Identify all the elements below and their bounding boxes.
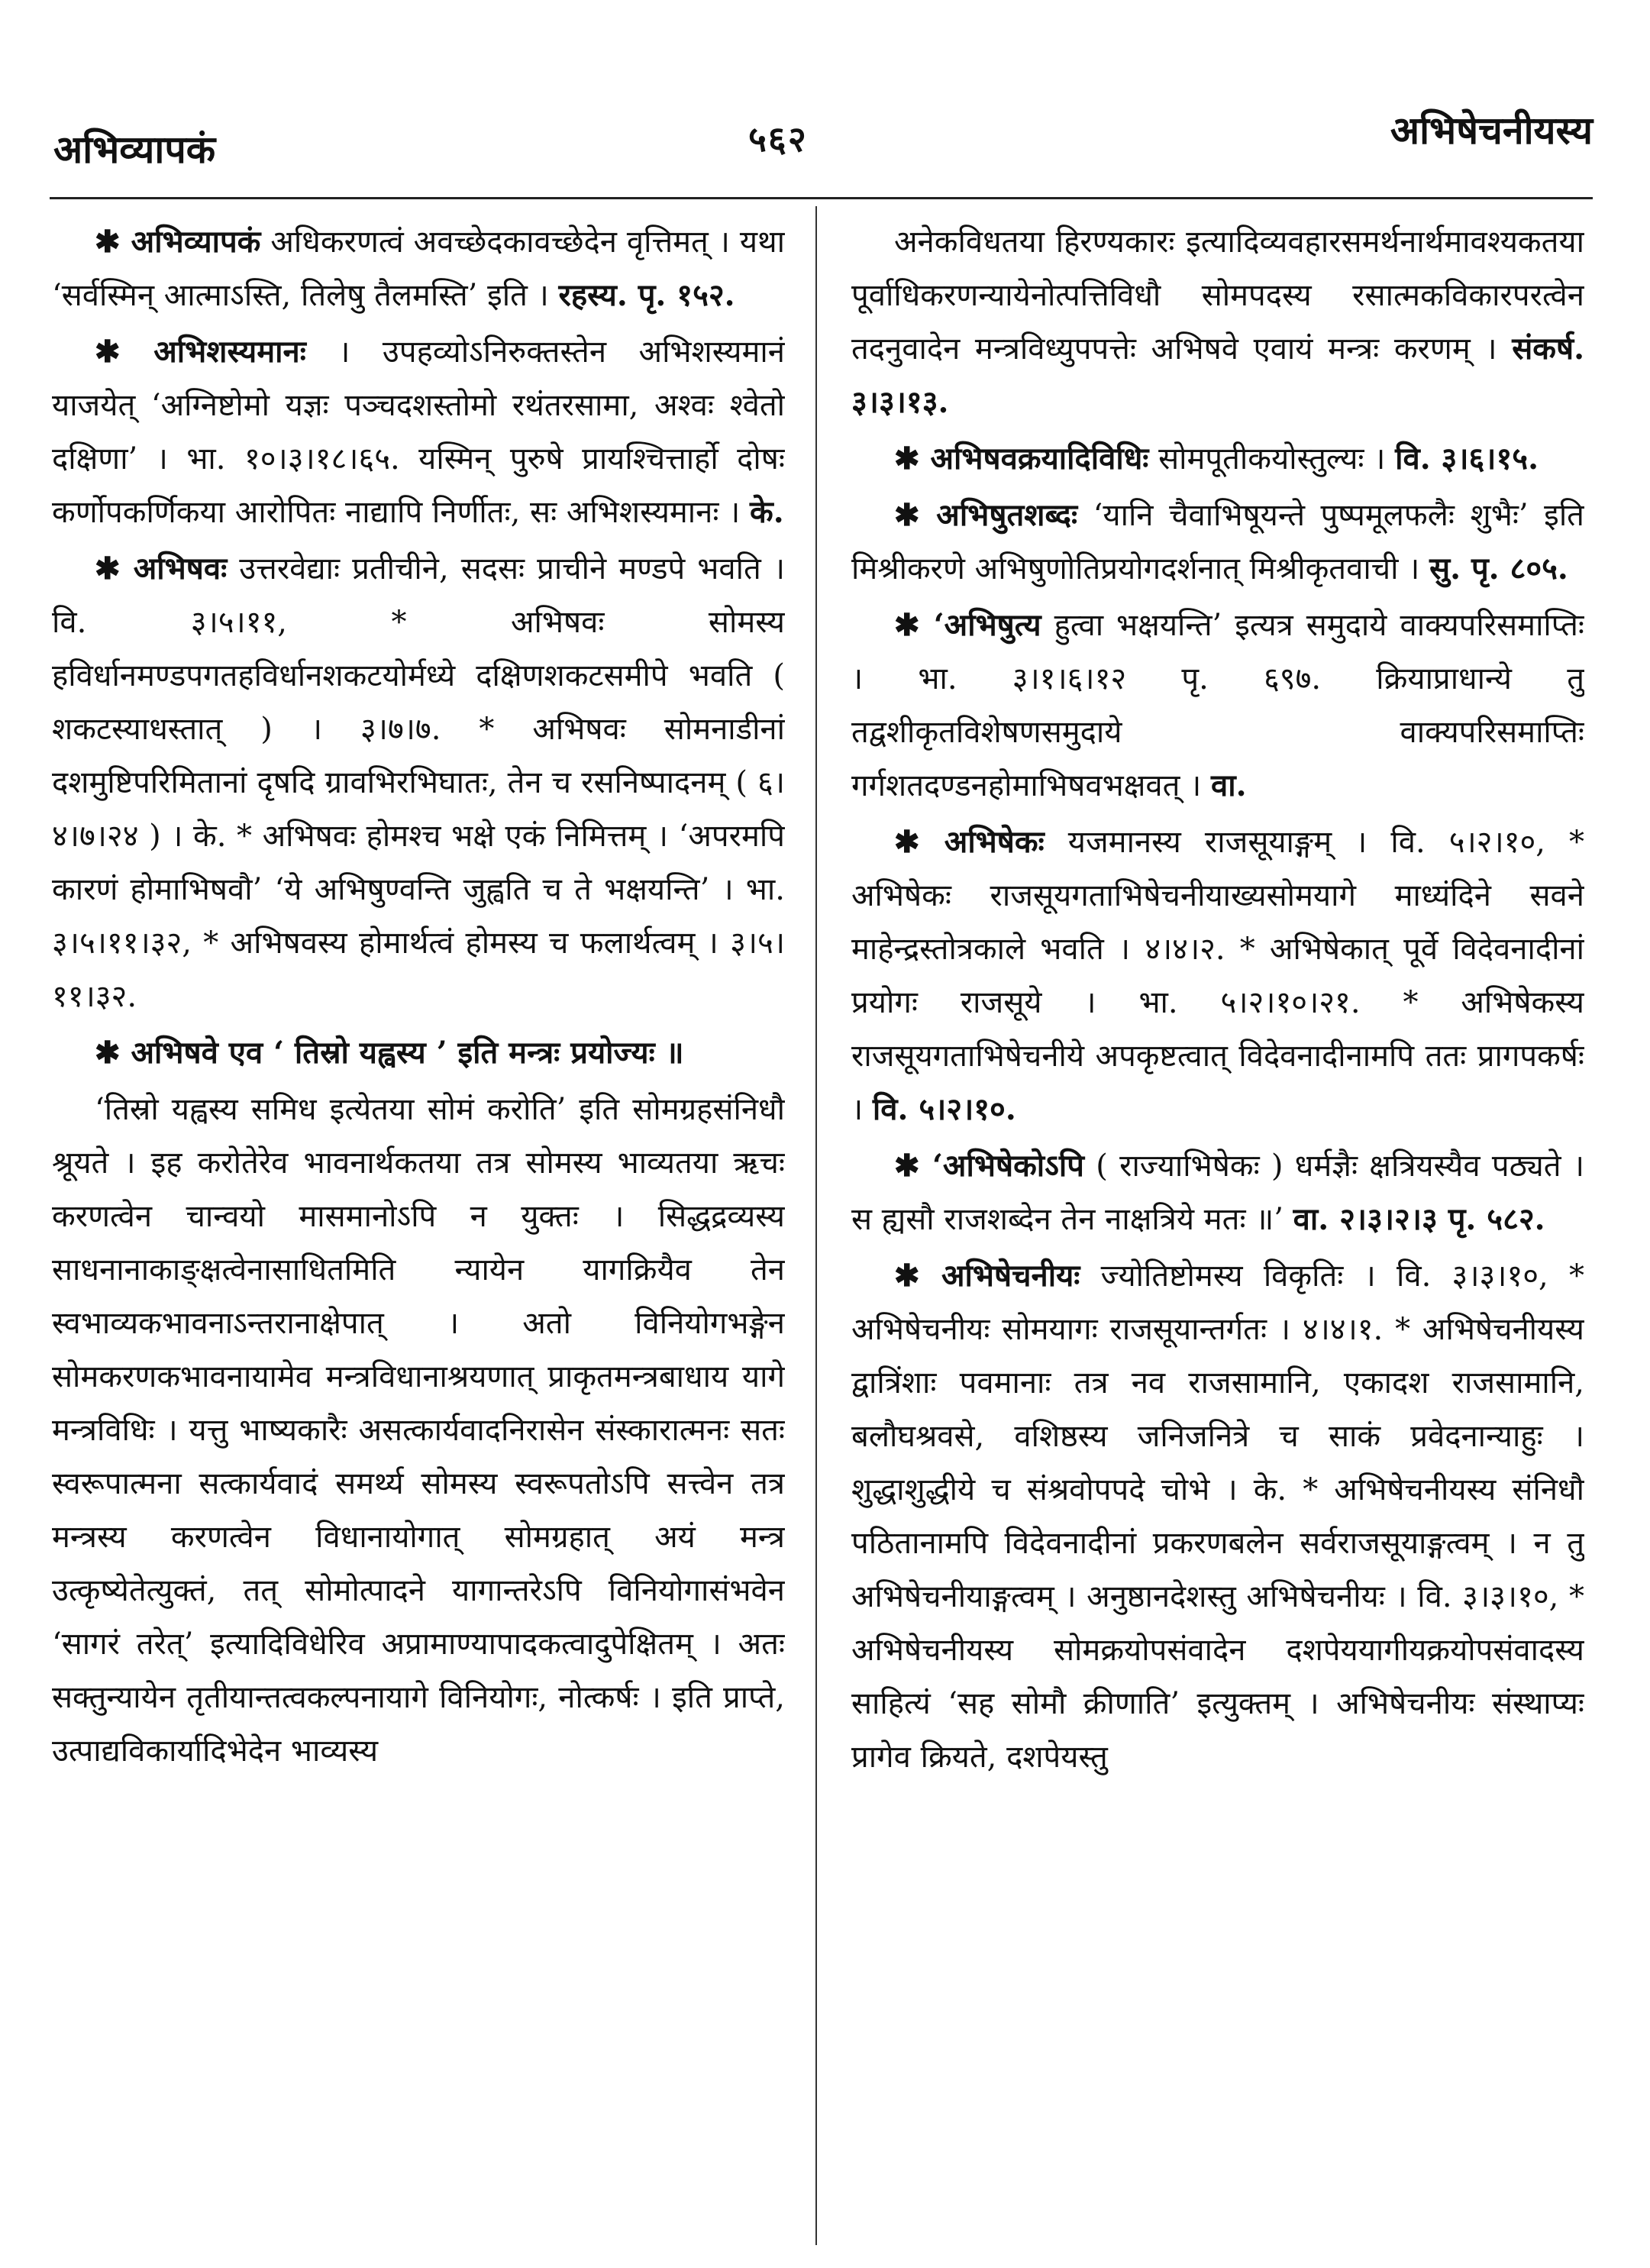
entry-citation: संकर्ष. ३।३।१३. [851, 331, 1584, 420]
entry-citation: वा. [1211, 767, 1247, 803]
entry-body: सोमपूतीकयोस्तुल्यः । [1158, 441, 1386, 477]
entry-marker-icon: ✱ [894, 1148, 932, 1184]
entry-headword: ‘अभिषेकोऽपि [932, 1148, 1084, 1184]
entry-citation: रहस्य. पृ. १५२. [558, 277, 735, 313]
column-divider [815, 206, 817, 2245]
dictionary-entry [851, 489, 1584, 596]
entry-headword: अभिषवः [133, 551, 228, 586]
entry-marker-icon: ✱ [894, 824, 944, 860]
entry-citation: वा. २।३।२।३ पृ. ५८२. [1293, 1201, 1545, 1237]
dictionary-entry [52, 215, 785, 322]
entry-headword: अभिषवे एव ‘ तिस्रो यह्वस्य ’ इति मन्त्रः प्रयोज्यः ॥ [131, 1035, 684, 1071]
entry-headword: ‘अभिषुत्य [933, 607, 1041, 643]
page-number: ५६२ [748, 118, 808, 160]
entry-headword: अभिषेकः [944, 824, 1045, 860]
entry-headword: अभिशस्यमानः [153, 334, 306, 370]
entry-citation: के. [750, 494, 784, 530]
entry-headword: अभिषवक्रयादिविधिः [930, 441, 1149, 477]
dictionary-entry [851, 599, 1584, 813]
entry-marker-icon: ✱ [894, 1258, 941, 1294]
dictionary-entry [851, 215, 1584, 429]
dictionary-entry [52, 325, 785, 539]
entry-marker-icon: ✱ [894, 607, 934, 643]
entry-marker-icon: ✱ [95, 334, 154, 370]
entry-headword: अभिव्यापकं [131, 224, 261, 260]
header-rule [50, 197, 1593, 199]
dictionary-entry [851, 816, 1584, 1136]
entry-body: अनेकविधतया हिरण्यकारः इत्यादिव्यवहारसमर्थनार्थमावश्यकतया पूर्वाधिकरणन्यायेनोत्पत्तिविधौ सोमपदस्य रसात्मकविकारपरत्वेन तदनुवादेन मन्त्रविध्युपपत्तेः अभिषवे एवायं मन्त्रः करणम् । [851, 225, 1584, 367]
entry-body: ‘यानि चैवाभिषूयन्ते पुष्पमूलफलैः शुभैः’ इति मिश्रीकरणे अभिषुणोतिप्रयोगदर्शनात् मिश्रीकृतवाची । [851, 498, 1584, 586]
entry-body: ज्योतिष्टोमस्य विकृतिः । वि. ३।३।१०, * अभिषेचनीयः सोमयागः राजसूयान्तर्गतः । ४।४।१. * अभिषेचनीयस्य द्वात्रिंशाः पवमानाः तत्र नव राजसामानि, एकादश राजसामानि, बलौघश्रवसे, वशिष्ठस्य जनिजनित्रे च साकं प्रवेदनान्याहुः । शुद्धाशुद्धीये च संश्रवोपपदे चोभे । के. * अभिषेचनीयस्य संनिधौ पठितानामपि विदेवनादीनां प्रकरणबलेन सर्वराजसूयाङ्गत्वम् । न तु अभिषेचनीयाङ्गत्वम् । अनुष्ठानदेशस्तु अभिषेचनीयः । वि. ३।३।१०, * अभिषेचनीयस्य सोमक्रयोपसंवादेन दशपेययागीयक्रयोपसंवादस्य साहित्यं ‘सह सोमौ क्रीणाति’ इत्युक्तम् । अभिषेचनीयः संस्थाप्यः प्रागेव क्रियते, दशपेयस्तु [851, 1258, 1584, 1775]
entry-headword: अभिषेचनीयः [941, 1258, 1080, 1294]
entry-citation: सु. पृ. ८०५. [1429, 551, 1568, 586]
dictionary-entry [851, 1249, 1584, 1784]
entry-citation: वि. ३।६।१५. [1395, 441, 1539, 477]
dictionary-entry [52, 1083, 785, 1778]
entry-marker-icon: ✱ [95, 551, 134, 586]
entry-body: । उपहव्योऽनिरुक्तस्तेन अभिशस्यमानं याजयेत् ‘अग्निष्टोमो यज्ञः पञ्चदशस्तोमो रथंतरसामा, अश्वः श्वेतो दक्षिणा’ । भा. १०।३।१८।६५. यस्मिन् पुरुषे प्रायश्चित्तार्हो दोषः कर्णोपकर्णिकया आरोपितः नाद्यापि निर्णीतः, सः अभिशस्यमानः । [52, 334, 785, 530]
right-column [851, 215, 1584, 2239]
left-column [52, 215, 785, 2239]
entry-marker-icon: ✱ [894, 497, 937, 533]
entry-body: उत्तरवेद्याः प्रतीचीने, सदसः प्राचीने मण्डपे भवति । वि. ३।५।११, * अभिषवः सोमस्य हविर्धानमण्डपगतहविर्धानशकटयोर्मध्ये दक्षिणशकटसमीपे भवति ( शकटस्याधस्तात् ) । ३।७।७. * अभिषवः सोमनाडीनां दशमुष्टिपरिमितानां दृषदि ग्रावभिरभिघातः, तेन च रसनिष्पादनम् ( ६।४।७।२४ ) । के. * अभिषवः होमश्च भक्षे एकं निमित्तम् । ‘अपरमपि कारणं होमाभिषवौ’ ‘ये अभिषुण्वन्ति जुह्वति च ते भक्षयन्ति’ । भा. ३।५।११।३२, * अभिषवस्य होमार्थत्वं होमस्य च फलार्थत्वम् । ३।५।११।३२. [52, 551, 785, 1014]
entry-citation: वि. ५।२।१०. [872, 1091, 1016, 1127]
dictionary-entry [851, 1139, 1584, 1246]
entry-body: ‘तिस्रो यह्वस्य समिध इत्येतया सोमं करोति’ इति सोमग्रहसंनिधौ श्रूयते । इह करोतेरेव भावनार्थकतया तत्र सोमस्य भाव्यतया ऋचः करणत्वेन चान्वयो मासमानोऽपि न युक्तः । सिद्धद्रव्यस्य साधनानाकाङ्क्षत्वेनासाधितमिति न्यायेन यागक्रियैव तेन स्वभाव्यकभावनाऽन्तरानाक्षेपात् । अतो विनियोगभङ्गेन सोमकरणकभावनायामेव मन्त्रविधानाश्रयणात् प्राकृतमन्त्रबाधाय यागे मन्त्रविधिः । यत्तु भाष्यकारैः असत्कार्यवादनिरासेन संस्कारात्मनः सतः स्वरूपात्मना सत्कार्यवादं समर्थ्य सोमस्य स्वरूपतोऽपि सत्त्वेन तत्र मन्त्रस्य करणत्वेन विधानायोगात् सोमग्रहात् अयं मन्त्र उत्कृष्येतेत्युक्तं, तत् सोमोत्पादने यागान्तरेऽपि विनियोगासंभवेन ‘सागरं तरेत्’ इत्यादिविधेरिव अप्रामाण्यापादकत्वादुपेक्षितम् । अतः सक्तुन्यायेन तृतीयान्तत्वकल्पनायागे विनियोगः, नोत्कर्षः । इति प्राप्ते, उत्पाद्यविकार्यादिभेदेन भाव्यस्य [52, 1092, 785, 1769]
entry-body: अधिकरणत्वं अवच्छेदकावच्छेदेन वृत्तिमत् । यथा ‘सर्वस्मिन् आत्माऽस्ति, तिलेषु तैलमस्ति’ इति । [52, 225, 785, 313]
dictionary-entry [52, 542, 785, 1023]
dictionary-entry [52, 1026, 785, 1080]
entry-body: यजमानस्य राजसूयाङ्गम् । वि. ५।२।१०, * अभिषेकः राजसूयगताभिषेचनीयाख्यसोमयागे माध्यंदिने सवने माहेन्द्रस्तोत्रकाले भवति । ४।४।२. * अभिषेकात् पूर्वे विदेवनादीनां प्रयोगः राजसूये । भा. ५।२।१०।२१. * अभिषेकस्य राजसूयगताभिषेचनीये अपकृष्टत्वात् विदेवनादीनामपि ततः प्रागपकर्षः । [851, 825, 1584, 1127]
entry-marker-icon: ✱ [95, 224, 131, 260]
running-head-left: अभिव्यापकं [53, 127, 216, 172]
running-head-right: अभिषेचनीयस्य [1390, 108, 1593, 153]
entry-headword: अभिषुतशब्दः [936, 497, 1078, 533]
entry-marker-icon: ✱ [95, 1035, 131, 1071]
entry-body: हुत्वा भक्षयन्ति’ इत्यत्र समुदाये वाक्यपरिसमाप्तिः । भा. ३।१।६।१२ पृ. ६९७. क्रियाप्राधान्ये तु तद्वशीकृतविशेषणसमुदाये वाक्यपरिसमाप्तिः गर्गशतदण्डनहोमाभिषवभक्षवत् । [851, 608, 1584, 803]
entry-marker-icon: ✱ [894, 441, 931, 477]
entry-body: ( राज्याभिषेकः ) धर्मज्ञैः क्षत्रियस्यैव पठ्यते । स ह्यसौ राजशब्देन तेन नाक्षत्रिये मतः ॥’ [851, 1149, 1584, 1237]
dictionary-entry [851, 432, 1584, 486]
